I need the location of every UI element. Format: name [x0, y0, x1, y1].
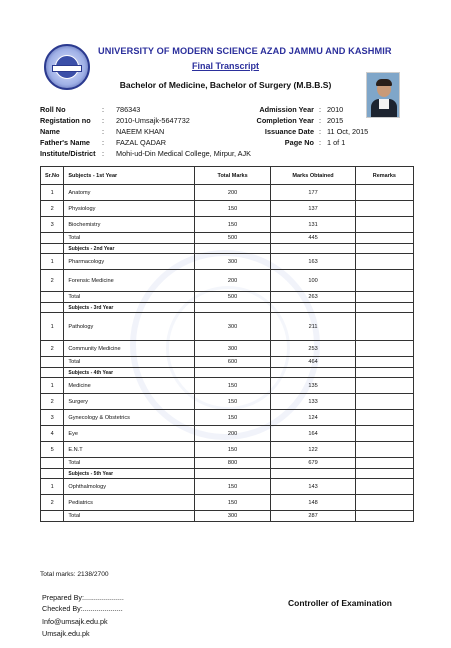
cell-obtained: 163: [271, 254, 355, 270]
table-row: [41, 442, 414, 458]
website-link[interactable]: Umsajk.edu.pk: [42, 629, 90, 638]
student-photo: [366, 72, 400, 118]
total-row: [41, 233, 414, 244]
cell-total: 200: [194, 270, 270, 292]
table-row: [41, 185, 414, 201]
year-title: Subjects - 2nd Year: [64, 244, 194, 254]
total-marks: 800: [194, 458, 270, 469]
page-value: 1 of 1: [327, 138, 346, 147]
cell-total: 150: [194, 479, 270, 495]
table-row: [41, 254, 414, 270]
year-title: Subjects - 5th Year: [64, 469, 194, 479]
cell-no: 4: [41, 426, 64, 442]
cell-remarks: [355, 410, 413, 426]
total-row: [41, 511, 414, 522]
header-remarks: Remarks: [355, 167, 413, 185]
table-row: [41, 341, 414, 357]
table-row: [41, 217, 414, 233]
total-row: [41, 458, 414, 469]
total-marks: 300: [194, 511, 270, 522]
grand-total: Total marks: 2138/2700: [40, 571, 109, 578]
completion-value: 2015: [327, 116, 344, 125]
header-sr-no: Sr.No: [41, 167, 64, 185]
table-row: [41, 394, 414, 410]
total-marks: 600: [194, 357, 270, 368]
cell-subject: E.N.T: [64, 442, 194, 458]
marks-table: [40, 166, 414, 522]
cell-subject: Forensic Medicine: [64, 270, 194, 292]
cell-remarks: [355, 394, 413, 410]
total-obtained: 445: [271, 233, 355, 244]
cell-obtained: 253: [271, 341, 355, 357]
total-obtained: 679: [271, 458, 355, 469]
checked-by: Checked By:....................: [42, 604, 123, 613]
year-header-row: [41, 469, 414, 479]
cell-subject: Pediatrics: [64, 495, 194, 511]
degree-title: Bachelor of Medicine, Bachelor of Surgery (M.B.B.S): [119, 80, 332, 90]
cell-no: 1: [41, 254, 64, 270]
colon: :: [319, 127, 322, 136]
total-label: Total: [64, 233, 194, 244]
colon: :: [319, 105, 322, 114]
cell-obtained: 133: [271, 394, 355, 410]
cell-no: 3: [41, 410, 64, 426]
year-header-row: [41, 244, 414, 254]
colon: :: [102, 127, 105, 136]
cell-no: 5: [41, 442, 64, 458]
institute-value: Mohi-ud-Din Medical College, Mirpur, AJK: [116, 149, 252, 158]
cell-subject: Physiology: [64, 201, 194, 217]
email-link[interactable]: Info@umsajk.edu.pk: [42, 617, 108, 626]
name-label: Name: [40, 127, 60, 136]
cell-total: 300: [194, 341, 270, 357]
cell-obtained: 122: [271, 442, 355, 458]
table-header-row: [41, 167, 414, 185]
cell-no: 2: [41, 394, 64, 410]
cell-remarks: [355, 495, 413, 511]
issuance-label: Issuance Date: [264, 127, 314, 136]
cell-remarks: [355, 378, 413, 394]
cell-total: 200: [194, 426, 270, 442]
cell-remarks: [355, 270, 413, 292]
cell-no: 1: [41, 313, 64, 341]
year-title: Subjects - 3rd Year: [64, 303, 194, 313]
cell-subject: Anatomy: [64, 185, 194, 201]
page-label: Page No: [284, 138, 314, 147]
cell-subject: Pharmacology: [64, 254, 194, 270]
cell-obtained: 164: [271, 426, 355, 442]
cell-subject: Biochemistry: [64, 217, 194, 233]
admission-label: Admission Year: [259, 105, 314, 114]
admission-value: 2010: [327, 105, 344, 114]
cell-subject: Eye: [64, 426, 194, 442]
cell-obtained: 143: [271, 479, 355, 495]
cell-obtained: 148: [271, 495, 355, 511]
cell-remarks: [355, 313, 413, 341]
colon: :: [102, 149, 105, 158]
table-row: [41, 410, 414, 426]
total-label: Total: [64, 511, 194, 522]
registration-label: Registation no: [40, 116, 91, 125]
cell-subject: Pathology: [64, 313, 194, 341]
colon: :: [102, 116, 105, 125]
colon: :: [102, 105, 105, 114]
cell-subject: Community Medicine: [64, 341, 194, 357]
table-row: [41, 495, 414, 511]
cell-obtained: 211: [271, 313, 355, 341]
total-label: Total: [64, 292, 194, 303]
cell-no: 2: [41, 270, 64, 292]
table-row: [41, 479, 414, 495]
cell-subject: Gynecology & Obstetrics: [64, 410, 194, 426]
cell-remarks: [355, 442, 413, 458]
cell-no: 2: [41, 495, 64, 511]
total-obtained: 464: [271, 357, 355, 368]
total-label: Total: [64, 458, 194, 469]
cell-no: 1: [41, 378, 64, 394]
cell-obtained: 137: [271, 201, 355, 217]
cell-remarks: [355, 426, 413, 442]
total-marks: 500: [194, 233, 270, 244]
cell-obtained: 100: [271, 270, 355, 292]
year-header-row: [41, 368, 414, 378]
year-header-row: [41, 303, 414, 313]
table-row: [41, 313, 414, 341]
institute-label: Institute/District: [40, 149, 96, 158]
year-title: Subjects - 4th Year: [64, 368, 194, 378]
name-value: NAEEM KHAN: [116, 127, 165, 136]
cell-total: 150: [194, 495, 270, 511]
cell-total: 150: [194, 217, 270, 233]
colon: :: [102, 138, 105, 147]
cell-no: 3: [41, 217, 64, 233]
completion-label: Completion Year: [256, 116, 314, 125]
total-obtained: 263: [271, 292, 355, 303]
cell-remarks: [355, 185, 413, 201]
cell-total: 150: [194, 410, 270, 426]
cell-total: 300: [194, 313, 270, 341]
cell-remarks: [355, 201, 413, 217]
roll-value: 786343: [116, 105, 141, 114]
cell-total: 300: [194, 254, 270, 270]
registration-value: 2010-Umsajk-5647732: [116, 116, 190, 125]
cell-subject: Medicine: [64, 378, 194, 394]
cell-total: 150: [194, 394, 270, 410]
header-marks-obtained: Marks Obtained: [271, 167, 355, 185]
cell-remarks: [355, 217, 413, 233]
issuance-value: 11 Oct, 2015: [327, 127, 369, 136]
cell-subject: Ophthalmology: [64, 479, 194, 495]
cell-no: 1: [41, 479, 64, 495]
cell-obtained: 124: [271, 410, 355, 426]
header-total-marks: Total Marks: [194, 167, 270, 185]
total-marks: 500: [194, 292, 270, 303]
cell-subject: Surgery: [64, 394, 194, 410]
cell-obtained: 177: [271, 185, 355, 201]
cell-remarks: [355, 479, 413, 495]
document-title: Final Transcript: [191, 61, 260, 71]
cell-total: 150: [194, 378, 270, 394]
colon: :: [319, 116, 322, 125]
father-label: Father's Name: [40, 138, 90, 147]
father-value: FAZAL QADAR: [116, 138, 167, 147]
colon: :: [319, 138, 322, 147]
header-subjects: Subjects - 1st Year: [64, 167, 194, 185]
cell-obtained: 131: [271, 217, 355, 233]
total-row: [41, 357, 414, 368]
cell-remarks: [355, 254, 413, 270]
cell-no: 2: [41, 341, 64, 357]
table-row: [41, 378, 414, 394]
total-obtained: 287: [271, 511, 355, 522]
roll-label: Roll No: [40, 105, 66, 114]
controller-signature-label: Controller of Examination: [288, 598, 392, 608]
table-row: [41, 270, 414, 292]
cell-total: 150: [194, 442, 270, 458]
cell-total: 150: [194, 201, 270, 217]
total-label: Total: [64, 357, 194, 368]
table-row: [41, 201, 414, 217]
university-name: UNIVERSITY OF MODERN SCIENCE AZAD JAMMU AND KASHMIR: [98, 46, 392, 56]
table-row: [41, 426, 414, 442]
cell-obtained: 135: [271, 378, 355, 394]
cell-no: 2: [41, 201, 64, 217]
cell-total: 200: [194, 185, 270, 201]
total-row: [41, 292, 414, 303]
cell-remarks: [355, 341, 413, 357]
cell-no: 1: [41, 185, 64, 201]
prepared-by: Prepared By:....................: [42, 593, 124, 602]
